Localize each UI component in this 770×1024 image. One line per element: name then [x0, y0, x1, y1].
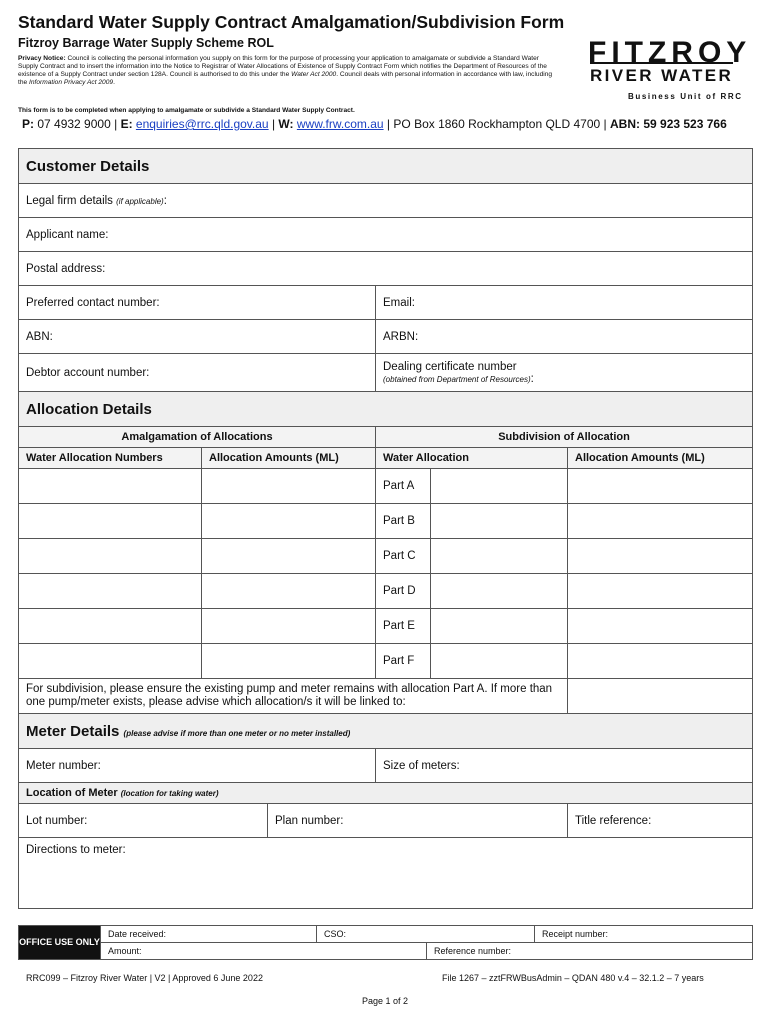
- page-number: Page 1 of 2: [361, 996, 409, 1006]
- abn-row: [19, 320, 753, 354]
- allocation-number-input[interactable]: [19, 469, 202, 504]
- allocation-details-header: [19, 392, 753, 427]
- subdivision-amount-input[interactable]: [568, 609, 753, 644]
- amalgamation-header: Amalgamation of Allocations: [19, 427, 376, 448]
- pump-meter-note: For subdivision, please ensure the existing pump and meter remains with allocation Part A. If more than one pump/meter exists, please advise which allocation/s it will be linked to:: [19, 679, 568, 714]
- table-row: [19, 469, 753, 504]
- email-label: E:: [120, 117, 133, 131]
- water-allocation-input[interactable]: [431, 609, 568, 644]
- office-use-badge: OFFICE USE ONLY: [19, 926, 101, 960]
- subdivision-amount-input[interactable]: [568, 504, 753, 539]
- subdivision-amount-input[interactable]: [568, 469, 753, 504]
- contact-line: [22, 117, 727, 131]
- subdivision-amount-input[interactable]: [568, 644, 753, 679]
- footer-document-id: RRC099 – Fitzroy River Water | V2 | Approved 6 June 2022: [26, 973, 263, 983]
- application-form: [18, 148, 752, 909]
- allocation-amount-input[interactable]: [202, 644, 376, 679]
- amount-field[interactable]: Amount:: [101, 943, 427, 960]
- separator: |: [603, 117, 607, 131]
- meter-row: [19, 749, 753, 783]
- col-water-allocation: Water Allocation: [376, 448, 568, 469]
- phone-label: P:: [22, 117, 34, 131]
- privacy-act-1: Water Act 2000: [291, 71, 337, 78]
- plan-number-field[interactable]: Plan number:: [268, 804, 568, 838]
- customer-details-header: [19, 149, 753, 184]
- allocation-number-input[interactable]: [19, 609, 202, 644]
- website-link[interactable]: www.frw.com.au: [296, 117, 384, 131]
- separator: |: [114, 117, 118, 131]
- section-title: Allocation Details: [19, 392, 753, 427]
- reference-number-field[interactable]: Reference number:: [427, 943, 753, 960]
- subdivision-amount-input[interactable]: [568, 539, 753, 574]
- allocation-amount-input[interactable]: [202, 609, 376, 644]
- arbn-field[interactable]: ARBN:: [376, 320, 753, 354]
- section-title: [19, 714, 753, 749]
- water-allocation-input[interactable]: [431, 539, 568, 574]
- postal-address-field[interactable]: Postal address:: [19, 252, 753, 286]
- applicant-name-field[interactable]: Applicant name:: [19, 218, 753, 252]
- privacy-notice: [18, 55, 558, 87]
- col-allocation-amounts-subdivision: Allocation Amounts (ML): [568, 448, 753, 469]
- email-link[interactable]: enquiries@rrc.qld.gov.au: [135, 117, 269, 131]
- postal-box: PO Box 1860 Rockhampton QLD 4700: [393, 117, 601, 131]
- privacy-text-1: Council is collecting the personal information you supply on this form for the purpose of processing your application to amalgamate or subdivide a Standard Water Supply Contract and to insert the information into the Notice to Registrar of Water Allocations of Existence of Supply Contract Form which notifies the Department of Resources of the existence of a Supply Contract under section 128A. Council is authorised to do this under the: [18, 55, 547, 78]
- allocation-amount-input[interactable]: [202, 469, 376, 504]
- water-allocation-input[interactable]: [431, 644, 568, 679]
- web-label: W:: [278, 117, 294, 131]
- logo-line-2: RIVER WATER: [590, 66, 734, 85]
- part-label: Part D: [376, 574, 431, 609]
- privacy-text-3: .: [113, 79, 115, 86]
- part-label: Part C: [376, 539, 431, 574]
- office-use-table: [18, 925, 753, 960]
- contact-row: [19, 286, 753, 320]
- phone-number: 07 4932 9000: [37, 117, 111, 131]
- applicant-row: [19, 218, 753, 252]
- abn-label: ABN:: [610, 117, 640, 131]
- allocation-group-header: [19, 427, 753, 448]
- directions-row: [19, 838, 753, 909]
- allocation-number-input[interactable]: [19, 504, 202, 539]
- part-label: Part F: [376, 644, 431, 679]
- meter-number-field[interactable]: Meter number:: [19, 749, 376, 783]
- debtor-row: [19, 354, 753, 392]
- dealing-certificate-field[interactable]: Dealing certificate number (obtained from Department of Resources):: [376, 354, 753, 392]
- part-label: Part E: [376, 609, 431, 644]
- legal-firm-label: Legal firm details: [26, 194, 113, 207]
- location-of-meter-header: [19, 783, 753, 804]
- page-title: Standard Water Supply Contract Amalgamation/Subdivision Form: [18, 12, 565, 32]
- separator: |: [271, 117, 276, 131]
- allocation-amount-input[interactable]: [202, 574, 376, 609]
- legal-firm-field[interactable]: Legal firm details (if applicable):: [19, 184, 753, 218]
- col-allocation-amounts: Allocation Amounts (ML): [202, 448, 376, 469]
- section-title: Customer Details: [19, 149, 753, 184]
- subdivision-header: Subdivision of Allocation: [376, 427, 753, 448]
- privacy-act-2: Information Privacy Act 2009: [29, 79, 114, 86]
- privacy-label: Privacy Notice:: [18, 55, 66, 62]
- separator: |: [386, 117, 391, 131]
- abn-value: 59 923 523 766: [643, 117, 727, 131]
- cso-field[interactable]: CSO:: [317, 926, 535, 943]
- location-heading-hint: (location for taking water): [120, 789, 219, 798]
- allocation-amount-input[interactable]: [202, 504, 376, 539]
- meter-size-field[interactable]: Size of meters:: [376, 749, 753, 783]
- abn-field[interactable]: ABN:: [19, 320, 376, 354]
- allocation-column-header: [19, 448, 753, 469]
- fitzroy-river-water-logo: [578, 36, 756, 108]
- logo-line-3: Business Unit of RRC: [628, 92, 743, 101]
- table-row: [19, 504, 753, 539]
- part-label: Part B: [376, 504, 431, 539]
- postal-row: [19, 252, 753, 286]
- date-received-field[interactable]: Date received:: [101, 926, 317, 943]
- part-label: Part A: [376, 469, 431, 504]
- contact-number-field[interactable]: Preferred contact number:: [19, 286, 376, 320]
- privacy-text-2: . Council deals with personal information in accordance with law, including the: [18, 71, 553, 86]
- receipt-number-field[interactable]: Receipt number:: [535, 926, 753, 943]
- footer-file-ref: File 1267 – zztFRWBusAdmin – QDAN 480 v.4 – 32.1.2 – 7 years: [442, 973, 704, 983]
- water-allocation-input[interactable]: [431, 469, 568, 504]
- allocation-number-input[interactable]: [19, 574, 202, 609]
- office-use-section: [18, 925, 752, 960]
- water-allocation-input[interactable]: [431, 574, 568, 609]
- table-row: [19, 574, 753, 609]
- meter-heading: Meter Details: [26, 722, 120, 740]
- pump-meter-link-input[interactable]: [568, 679, 753, 714]
- lot-number-field[interactable]: Lot number:: [19, 804, 268, 838]
- dealing-label: Dealing certificate number: [383, 360, 517, 373]
- allocation-amount-input[interactable]: [202, 539, 376, 574]
- page-subtitle: Fitzroy Barrage Water Supply Scheme ROL: [18, 36, 274, 50]
- allocation-number-input[interactable]: [19, 644, 202, 679]
- office-row-1: [19, 926, 753, 943]
- allocation-number-input[interactable]: [19, 539, 202, 574]
- title-reference-field[interactable]: Title reference:: [568, 804, 753, 838]
- directions-field[interactable]: Directions to meter:: [19, 838, 753, 909]
- table-row: [19, 539, 753, 574]
- email-field[interactable]: Email:: [376, 286, 753, 320]
- legal-firm-hint: (if applicable): [116, 196, 164, 206]
- pump-meter-note-row: [19, 679, 753, 714]
- dealing-hint: (obtained from Department of Resources): [383, 374, 531, 384]
- debtor-account-field[interactable]: Debtor account number:: [19, 354, 376, 392]
- subdivision-amount-input[interactable]: [568, 574, 753, 609]
- table-row: [19, 644, 753, 679]
- legal-firm-row: [19, 184, 753, 218]
- water-allocation-input[interactable]: [431, 504, 568, 539]
- meter-details-header: [19, 714, 753, 749]
- meter-heading-hint: (please advise if more than one meter or no meter installed): [123, 728, 351, 738]
- table-row: [19, 609, 753, 644]
- col-water-allocation-numbers: Water Allocation Numbers: [19, 448, 202, 469]
- completion-note: This form is to be completed when applying to amalgamate or subdivide a Standard Water Supply Contract.: [18, 107, 355, 114]
- office-row-2: [19, 943, 753, 960]
- logo-line-1: FITZROY: [588, 36, 752, 69]
- location-heading-text: Location of Meter: [26, 787, 118, 799]
- location-heading: [19, 783, 753, 804]
- form-table: [18, 148, 753, 909]
- lot-plan-row: [19, 804, 753, 838]
